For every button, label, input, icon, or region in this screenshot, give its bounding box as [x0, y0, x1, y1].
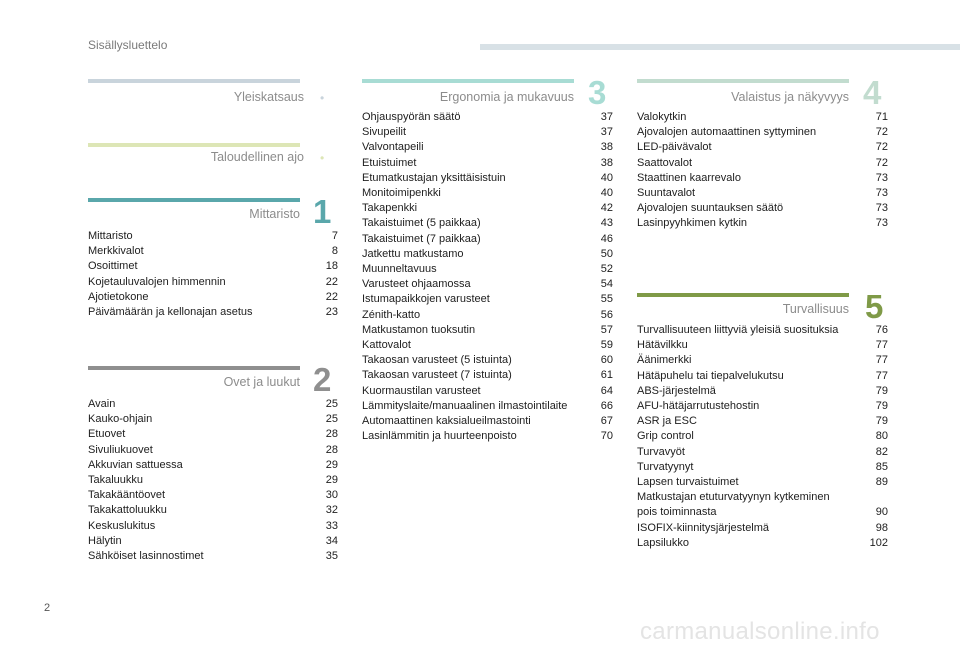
- toc-entry-page: 22: [325, 275, 338, 288]
- toc-entry[interactable]: [362, 308, 613, 323]
- toc-entry[interactable]: [637, 338, 888, 353]
- toc-entry[interactable]: [88, 458, 338, 473]
- toc-entry-title: Zénith-katto: [362, 308, 421, 321]
- toc-entry-page: 67: [600, 415, 613, 428]
- toc-list-ovet: [88, 397, 338, 564]
- toc-entry-page: 72: [875, 126, 888, 139]
- section-number-ergonomia: 3: [588, 74, 607, 111]
- watermark: carmanualsonline.info: [640, 618, 880, 645]
- section-title-yleiskatsaus[interactable]: Yleiskatsaus: [233, 90, 304, 104]
- toc-entry[interactable]: [637, 521, 888, 536]
- toc-entry-title: Lasinlämmitin ja huurteenpoisto: [362, 430, 517, 443]
- toc-entry-page: 73: [875, 171, 888, 184]
- toc-list-turvallisuus: [637, 323, 888, 551]
- section-title-mittaristo[interactable]: Mittaristo: [249, 207, 300, 221]
- toc-entry-title: Lasinpyyhkimen kytkin: [637, 217, 748, 230]
- toc-entry-title: Saattovalot: [637, 156, 693, 169]
- toc-entry-title: Kattovalot: [362, 339, 411, 352]
- toc-entry[interactable]: [88, 473, 338, 488]
- toc-entry-page: 98: [875, 521, 888, 534]
- toc-entry[interactable]: [362, 201, 613, 216]
- toc-entry-title: Hätävilkku: [637, 339, 688, 352]
- toc-entry-title: Osoittimet: [88, 260, 138, 273]
- section-marker-taloudellinen: •: [320, 151, 325, 165]
- toc-entry-page: 61: [600, 369, 613, 382]
- toc-entry-title: Sähköiset lasinnostimet: [88, 550, 204, 563]
- toc-list-ergonomia: [362, 110, 613, 444]
- page-header-title: Sisällysluettelo: [88, 38, 168, 52]
- toc-entry-title: Lämmityslaite/manuaalinen ilmastointilaite: [362, 399, 568, 412]
- toc-entry-page: 77: [875, 354, 888, 367]
- toc-entry-page: 55: [600, 293, 613, 306]
- toc-entry-page: 46: [600, 232, 613, 245]
- toc-entry-title: ABS-järjestelmä: [637, 384, 716, 397]
- toc-entry-title: Takapenkki: [362, 202, 418, 215]
- toc-entry[interactable]: [88, 427, 338, 442]
- toc-entry-title: Takaosan varusteet (7 istuinta): [362, 369, 512, 382]
- toc-entry[interactable]: [88, 259, 338, 274]
- toc-entry[interactable]: [637, 323, 888, 338]
- toc-entry-title: Etuovet: [88, 428, 126, 441]
- toc-entry[interactable]: [362, 338, 613, 353]
- toc-entry-title: Kauko-ohjain: [88, 413, 153, 426]
- toc-entry[interactable]: [362, 292, 613, 307]
- toc-entry-title: Sivupeilit: [362, 126, 407, 139]
- toc-entry[interactable]: [362, 110, 613, 125]
- toc-entry-page: 79: [875, 415, 888, 428]
- section-marker-yleiskatsaus: •: [320, 91, 325, 105]
- toc-entry-title: Matkustamon tuoksutin: [362, 323, 476, 336]
- toc-entry-page: 66: [600, 399, 613, 412]
- toc-entry[interactable]: [637, 384, 888, 399]
- toc-entry-page: 52: [600, 263, 613, 276]
- toc-entry-title: ISOFIX-kiinnitysjärjestelmä: [637, 521, 770, 534]
- toc-entry-title: Suuntavalot: [637, 187, 696, 200]
- toc-entry-title: Takaluukku: [88, 474, 144, 487]
- toc-entry-title: Takaistuimet (5 paikkaa): [362, 217, 481, 230]
- toc-entry-page: 8: [331, 245, 338, 258]
- toc-entry[interactable]: [88, 488, 338, 503]
- toc-entry-page: 42: [600, 202, 613, 215]
- toc-entry-title: Ajovalojen automaattinen syttyminen: [637, 126, 817, 139]
- toc-entry-title: AFU-hätäjarrutustehostin: [637, 400, 760, 413]
- toc-entry[interactable]: [362, 277, 613, 292]
- toc-entry[interactable]: [362, 171, 613, 186]
- toc-entry-page: 79: [875, 384, 888, 397]
- toc-entry-page: 29: [325, 458, 338, 471]
- toc-entry[interactable]: [637, 369, 888, 384]
- toc-entry-page: 33: [325, 519, 338, 532]
- toc-entry[interactable]: [637, 140, 888, 155]
- toc-entry[interactable]: [362, 368, 613, 383]
- toc-entry-page: 25: [325, 413, 338, 426]
- toc-entry-title: Ohjauspyörän säätö: [362, 111, 461, 123]
- toc-entry-title: Staattinen kaarrevalo: [637, 171, 741, 184]
- toc-entry-title: Takakääntöovet: [88, 489, 166, 502]
- section-title-ergonomia[interactable]: Ergonomia ja mukavuus: [439, 90, 574, 104]
- toc-entry-title: Päivämäärän ja kellonajan asetus: [88, 306, 253, 319]
- toc-entry[interactable]: [88, 244, 338, 259]
- toc-entry-title: Lapsilukko: [637, 536, 689, 549]
- toc-entry-page: 43: [600, 217, 613, 230]
- header-bar: [480, 44, 960, 50]
- toc-entry-page: 73: [875, 217, 888, 230]
- toc-entry-title: Ajotietokone: [88, 290, 149, 303]
- toc-entry-title: Lapsen turvaistuimet: [637, 476, 739, 489]
- toc-entry-page: 77: [875, 339, 888, 352]
- toc-entry-title: Äänimerkki: [637, 354, 692, 367]
- toc-entry[interactable]: [88, 290, 338, 305]
- toc-entry[interactable]: [637, 353, 888, 368]
- toc-entry-page: 72: [875, 156, 888, 169]
- toc-entry-title: Valvontapeili: [362, 141, 424, 154]
- toc-entry[interactable]: [362, 414, 613, 429]
- section-bar-mittaristo: [88, 198, 300, 202]
- toc-entry-title: Takaosan varusteet (5 istuinta): [362, 354, 512, 367]
- toc-entry-page: 82: [875, 445, 888, 458]
- toc-entry-page: 29: [325, 474, 338, 487]
- toc-entry-page: 25: [325, 398, 338, 410]
- toc-entry-title: Monitoimipenkki: [362, 187, 441, 200]
- toc-entry-title: Akkuvian sattuessa: [88, 458, 183, 471]
- toc-entry-title: Varusteet ohjaamossa: [362, 278, 471, 291]
- toc-entry-title: Mittaristo: [88, 230, 133, 242]
- toc-entry-page: 23: [325, 306, 338, 319]
- toc-entry-title: Sivuliukuovet: [88, 443, 153, 456]
- toc-entry-page: 77: [875, 369, 888, 382]
- toc-entry-title: Turvallisuuteen liittyviä yleisiä suosituksia: [637, 324, 839, 336]
- toc-entry-title: Muunneltavuus: [362, 263, 437, 276]
- toc-entry-title: Avain: [88, 398, 116, 410]
- toc-entry[interactable]: [637, 399, 888, 414]
- toc-entry[interactable]: [362, 262, 613, 277]
- toc-entry[interactable]: [88, 397, 338, 412]
- page-number: 2: [44, 602, 51, 614]
- toc-entry-page: 40: [600, 171, 613, 184]
- toc-entry-page: 7: [331, 230, 338, 242]
- toc-entry[interactable]: [637, 490, 888, 520]
- toc-entry[interactable]: [637, 110, 888, 125]
- toc-entry-page: 102: [869, 536, 888, 549]
- toc-entry-page: 32: [325, 504, 338, 517]
- toc-entry-title: Jatkettu matkustamo: [362, 247, 464, 260]
- toc-entry-title: Automaattinen kaksialueilmastointi: [362, 415, 531, 428]
- toc-entry[interactable]: [362, 232, 613, 247]
- toc-entry-page: 60: [600, 354, 613, 367]
- toc-entry-page: 85: [875, 460, 888, 473]
- toc-entry[interactable]: [637, 429, 888, 444]
- toc-entry[interactable]: [637, 536, 888, 551]
- toc-entry-title: ASR ja ESC: [637, 415, 697, 428]
- toc-entry-page: 37: [600, 111, 613, 123]
- toc-entry-title: Kojetauluvalojen himmennin: [88, 275, 226, 288]
- toc-entry[interactable]: [362, 216, 613, 231]
- toc-entry[interactable]: [362, 323, 613, 338]
- toc-entry[interactable]: [362, 384, 613, 399]
- toc-entry-page: 80: [875, 430, 888, 443]
- toc-entry-title: Keskuslukitus: [88, 519, 156, 532]
- toc-entry-page: 54: [600, 278, 613, 291]
- toc-entry[interactable]: [362, 186, 613, 201]
- toc-entry-title: Etumatkustajan yksittäisistuin: [362, 171, 506, 184]
- toc-entry-title: Takakattoluukku: [88, 504, 167, 517]
- toc-entry-page: 79: [875, 400, 888, 413]
- section-number-turvallisuus: 5: [865, 288, 884, 325]
- toc-entry[interactable]: [637, 475, 888, 490]
- toc-entry-title: Merkkivalot: [88, 245, 144, 258]
- toc-entry-page: 89: [875, 476, 888, 489]
- toc-entry[interactable]: [362, 353, 613, 368]
- toc-entry[interactable]: [637, 186, 888, 201]
- toc-entry[interactable]: [362, 140, 613, 155]
- toc-entry[interactable]: [88, 229, 338, 244]
- toc-entry-page: 57: [600, 323, 613, 336]
- toc-entry[interactable]: [88, 305, 338, 320]
- toc-entry-title: Hälytin: [88, 534, 122, 547]
- section-bar-ergonomia: [362, 79, 574, 83]
- toc-entry-page: 72: [875, 141, 888, 154]
- toc-entry-page: 50: [600, 247, 613, 260]
- toc-entry-title: Ajovalojen suuntauksen säätö: [637, 202, 784, 215]
- toc-entry-title: Matkustajan etuturvatyynyn kytkeminen pois toiminnasta: [637, 491, 830, 519]
- toc-entry[interactable]: [637, 171, 888, 186]
- toc-entry[interactable]: [88, 503, 338, 518]
- toc-entry-title: Turvatyynyt: [637, 460, 694, 473]
- toc-entry[interactable]: [88, 519, 338, 534]
- toc-entry-page: 90: [875, 506, 888, 519]
- toc-entry[interactable]: [637, 125, 888, 140]
- section-title-taloudellinen[interactable]: Taloudellinen ajo: [210, 150, 304, 164]
- section-bar-valaistus: [637, 79, 849, 83]
- toc-entry-page: 59: [600, 339, 613, 352]
- toc-entry[interactable]: [637, 156, 888, 171]
- section-bar-turvallisuus: [637, 293, 849, 297]
- toc-entry[interactable]: [362, 399, 613, 414]
- toc-entry-title: Grip control: [637, 430, 694, 443]
- toc-entry-page: 38: [600, 156, 613, 169]
- toc-entry-title: Valokytkin: [637, 111, 687, 123]
- section-bar-ovet: [88, 366, 300, 370]
- section-number-valaistus: 4: [863, 74, 882, 111]
- toc-entry[interactable]: [637, 414, 888, 429]
- toc-entry[interactable]: [88, 275, 338, 290]
- section-title-ovet[interactable]: Ovet ja luukut: [223, 375, 300, 389]
- toc-entry[interactable]: [88, 549, 338, 564]
- toc-entry[interactable]: [362, 125, 613, 140]
- toc-entry-page: 64: [600, 384, 613, 397]
- toc-entry-page: 18: [325, 260, 338, 273]
- toc-entry-page: 56: [600, 308, 613, 321]
- toc-list-mittaristo: [88, 229, 338, 320]
- section-title-valaistus[interactable]: Valaistus ja näkyvyys: [731, 90, 849, 104]
- toc-entry-title: Turvavyöt: [637, 445, 685, 458]
- toc-entry[interactable]: [362, 247, 613, 262]
- toc-entry-page: 38: [600, 141, 613, 154]
- toc-entry[interactable]: [637, 460, 888, 475]
- toc-entry[interactable]: [88, 443, 338, 458]
- toc-entry-page: 28: [325, 443, 338, 456]
- toc-entry-page: 22: [325, 290, 338, 303]
- toc-entry-page: 28: [325, 428, 338, 441]
- toc-entry[interactable]: [637, 201, 888, 216]
- toc-entry-page: 73: [875, 187, 888, 200]
- toc-entry-page: 73: [875, 202, 888, 215]
- toc-entry-title: Kuormaustilan varusteet: [362, 384, 481, 397]
- toc-entry-title: Etuistuimet: [362, 156, 417, 169]
- section-title-turvallisuus[interactable]: Turvallisuus: [782, 302, 849, 316]
- toc-entry-page: 71: [875, 111, 888, 123]
- toc-entry[interactable]: [88, 534, 338, 549]
- toc-entry[interactable]: [88, 412, 338, 427]
- toc-entry-page: 40: [600, 187, 613, 200]
- toc-list-valaistus: [637, 110, 888, 232]
- toc-entry-page: 76: [875, 324, 888, 336]
- toc-entry-page: 35: [325, 550, 338, 563]
- section-number-ovet: 2: [313, 361, 332, 398]
- toc-entry[interactable]: [637, 216, 888, 231]
- toc-entry-title: Istumapaikkojen varusteet: [362, 293, 490, 306]
- toc-entry-title: Takaistuimet (7 paikkaa): [362, 232, 481, 245]
- toc-entry-page: 34: [325, 534, 338, 547]
- toc-entry[interactable]: [362, 429, 613, 444]
- toc-entry-page: 37: [600, 126, 613, 139]
- toc-entry[interactable]: [637, 445, 888, 460]
- section-number-mittaristo: 1: [313, 193, 332, 230]
- toc-entry-page: 30: [325, 489, 338, 502]
- toc-entry[interactable]: [362, 156, 613, 171]
- section-bar-yleiskatsaus: [88, 79, 300, 83]
- toc-entry-title: LED-päivävalot: [637, 141, 712, 154]
- section-bar-taloudellinen: [88, 143, 300, 147]
- toc-entry-title: Hätäpuhelu tai tiepalvelukutsu: [637, 369, 784, 382]
- toc-entry-page: 70: [600, 430, 613, 443]
